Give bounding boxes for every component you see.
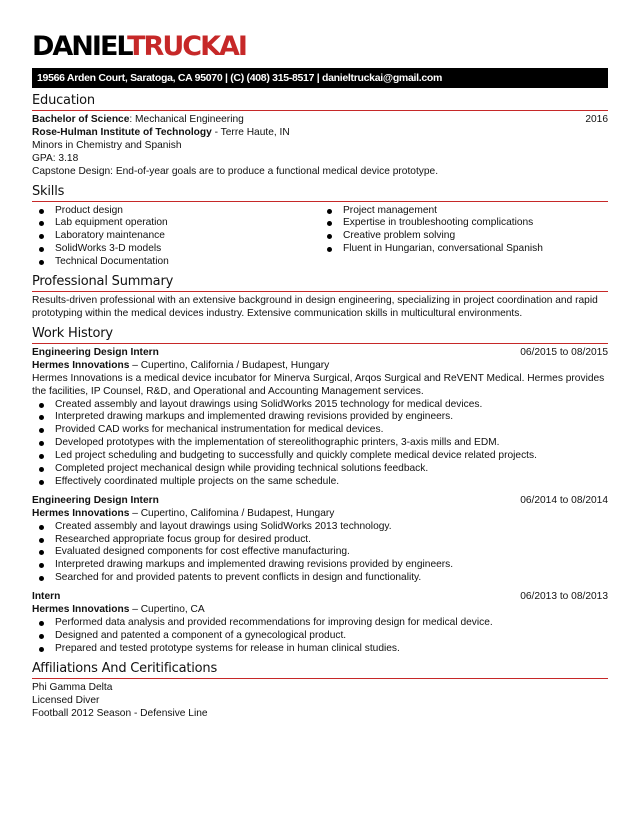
job-location: – Cupertino, CA <box>129 604 205 616</box>
job-bullets <box>32 521 608 586</box>
bullet-icon <box>327 247 332 252</box>
summary-text: Results-driven professional with an extensive background in design engineering, specializing in project coordination and rapid prototyping within the medical devices industry. Extensive communication skills in multicultural environments. <box>32 295 598 319</box>
school-name: Rose-Hulman Institute of Technology <box>32 126 212 138</box>
skill-item: SolidWorks 3-D models <box>32 243 320 256</box>
bullet-icon <box>39 441 44 446</box>
job-bullet: Led project scheduling and budgeting to successfully and quickly complete medical device related projects. <box>32 450 608 463</box>
bullet-icon <box>39 415 44 420</box>
skill-item: Laboratory maintenance <box>32 230 320 243</box>
skills-right-column <box>320 205 608 270</box>
bullet-icon <box>327 209 332 214</box>
affiliation-item: Phi Gamma Delta <box>32 681 113 693</box>
job-bullets <box>32 399 608 489</box>
affiliation-item: Licensed Diver <box>32 694 100 706</box>
affiliation-item: Football 2012 Season - Defensive Line <box>32 707 208 719</box>
skill-item: Project management <box>320 205 608 218</box>
graduation-year: 2016 <box>585 114 608 125</box>
minors: Minors in Chemistry and Spanish <box>32 139 182 151</box>
bullet-icon <box>39 538 44 543</box>
job-entry <box>32 495 608 585</box>
job-company: Hermes Innovations <box>32 359 130 371</box>
resume-name <box>32 30 608 64</box>
job-header <box>32 495 608 508</box>
school-location: - Terre Haute, IN <box>211 126 290 138</box>
bullet-icon <box>39 403 44 408</box>
job-bullet: Performed data analysis and provided recommendations for improving design for medical device. <box>32 617 608 630</box>
bullet-icon <box>39 467 44 472</box>
bullet-icon <box>39 563 44 568</box>
job-location: – Cupertino, Califomina / Budapest, Hungary <box>129 507 335 519</box>
job-bullet: Prepared and tested prototype systems for release in human clinical studies. <box>32 643 608 656</box>
bullet-icon <box>39 209 44 214</box>
job-bullet: Searched for and provided patents to prevent conflicts in design and functionality. <box>32 572 608 585</box>
job-bullet: Effectively coordinated multiple projects on the same schedule. <box>32 476 608 489</box>
degree-text <box>32 114 244 127</box>
section-title-summary: Professional Summary <box>32 274 608 292</box>
bullet-icon <box>39 480 44 485</box>
job-bullet: Created assembly and layout drawings using SolidWorks 2015 technology for medical devices. <box>32 399 608 412</box>
skill-item: Expertise in troubleshooting complications <box>320 217 608 230</box>
gpa: GPA: 3.18 <box>32 152 79 164</box>
bullet-icon <box>39 454 44 459</box>
contact-bar: 19566 Arden Court, Saratoga, CA 95070 | (C) (408) 315-8517 | danieltruckai@gmail.com <box>32 68 608 88</box>
job-dates: 06/2015 to 08/2015 <box>520 346 608 358</box>
skill-item: Fluent in Hungarian, conversational Spanish <box>320 243 608 256</box>
job-company-row <box>32 360 608 373</box>
job-role: Engineering Design Intern <box>32 494 159 506</box>
job-bullet: Interpreted drawing markups and implemented drawing revisions provided by engineers. <box>32 559 608 572</box>
bullet-icon <box>39 247 44 252</box>
section-title-work-history: Work History <box>32 326 608 344</box>
bullet-icon <box>39 550 44 555</box>
bullet-icon <box>39 221 44 226</box>
job-bullet: Created assembly and layout drawings using SolidWorks 2013 technology. <box>32 521 608 534</box>
bullet-icon <box>39 647 44 652</box>
bullet-icon <box>39 576 44 581</box>
school-row <box>32 127 608 140</box>
first-name: DANIEL <box>32 31 128 62</box>
resume-page <box>32 30 608 720</box>
bullet-icon <box>327 234 332 239</box>
job-role: Engineering Design Intern <box>32 346 159 358</box>
job-bullet: Designed and patented a component of a gynecological product. <box>32 630 608 643</box>
job-bullets <box>32 617 608 656</box>
skills-section <box>32 205 608 270</box>
job-dates: 06/2014 to 08/2014 <box>520 494 608 506</box>
skill-item: Creative problem solving <box>320 230 608 243</box>
bullet-icon <box>39 525 44 530</box>
section-title-skills: Skills <box>32 184 608 202</box>
job-dates: 06/2013 to 08/2013 <box>520 591 608 603</box>
job-bullet: Evaluated designed components for cost effective manufacturing. <box>32 546 608 559</box>
job-location: – Cupertino, California / Budapest, Hungary <box>129 359 330 371</box>
skills-left-column <box>32 205 320 270</box>
job-bullet: Researched appropriate focus group for desired product. <box>32 534 608 547</box>
skill-item: Lab equipment operation <box>32 217 320 230</box>
job-entry <box>32 347 608 489</box>
affiliations-section <box>32 682 608 721</box>
degree-row <box>32 114 608 127</box>
job-role: Intern <box>32 591 61 603</box>
job-header <box>32 347 608 360</box>
job-bullet: Interpreted drawing markups and implemented drawing revisions provided by engineers. <box>32 411 608 424</box>
major: : Mechanical Engineering <box>129 114 244 125</box>
bullet-icon <box>327 221 332 226</box>
capstone: Capstone Design: End-of-year goals are to produce a functional medical device prototype. <box>32 165 439 177</box>
job-entry <box>32 591 608 656</box>
job-company-row <box>32 604 608 617</box>
section-title-education: Education <box>32 93 608 111</box>
job-bullet: Completed project mechanical design while providing technical solutions feedback. <box>32 463 608 476</box>
bullet-icon <box>39 234 44 239</box>
job-description: Hermes Innovations is a medical device incubator for Minerva Surgical, Arqos Surgical and ReVENT Medical. Hermes provides the facilities, IP Counsel, R&D, and Operational and Accounting Management services. <box>32 372 605 397</box>
section-title-affiliations: Affiliations And Ceritifications <box>32 661 608 679</box>
job-company: Hermes Innovations <box>32 604 130 616</box>
degree: Bachelor of Science <box>32 114 130 125</box>
last-name: TRUCKAI <box>127 31 246 62</box>
job-company-row <box>32 508 608 521</box>
job-company: Hermes Innovations <box>32 507 130 519</box>
skill-item: Technical Documentation <box>32 256 320 269</box>
skill-item: Product design <box>32 205 320 218</box>
job-bullet: Provided CAD works for mechanical instrumentation for medical devices. <box>32 424 608 437</box>
education-section <box>32 114 608 179</box>
job-header <box>32 591 608 604</box>
bullet-icon <box>39 634 44 639</box>
bullet-icon <box>39 428 44 433</box>
bullet-icon <box>39 621 44 626</box>
job-bullet: Developed prototypes with the implementation of stereolithographic printers, 3-axis mills and EDM. <box>32 437 608 450</box>
bullet-icon <box>39 260 44 265</box>
